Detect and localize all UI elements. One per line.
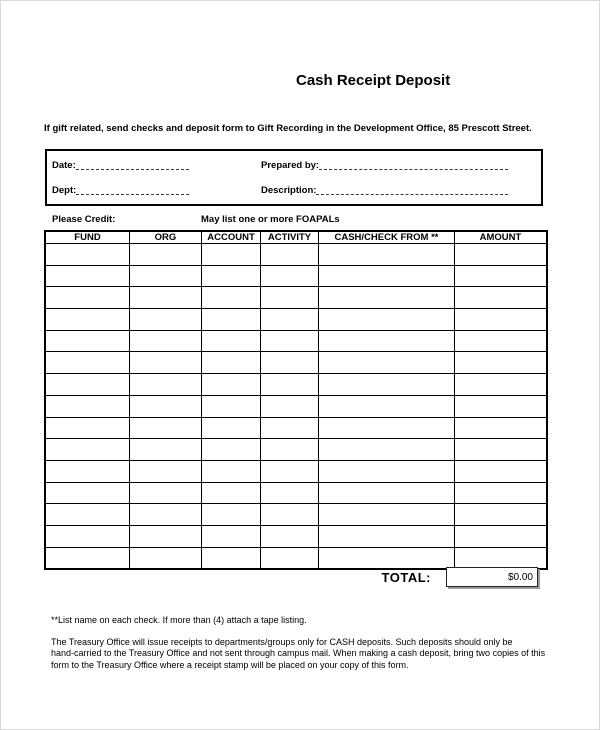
table-row <box>45 395 547 417</box>
table-cell <box>455 504 548 526</box>
prepared-by-blank-line <box>319 169 508 170</box>
table-cell <box>261 439 319 461</box>
column-header: ACCOUNT <box>202 231 261 244</box>
description-label: Description: <box>261 185 317 196</box>
table-cell <box>261 287 319 309</box>
check-listing-footnote: **List name on each check. If more than (4) attach a tape listing. <box>51 615 307 625</box>
table-cell <box>319 504 455 526</box>
table-cell <box>202 374 261 396</box>
paragraph-line: The Treasury Office will issue receipts to departments/groups only for CASH deposits. Such deposits should only be <box>51 637 513 647</box>
prepared-by-field <box>261 160 535 185</box>
paragraph-line: form to the Treasury Office where a receipt stamp will be placed on your copy of this form. <box>51 659 409 670</box>
table-row <box>45 482 547 504</box>
table-cell <box>319 244 455 266</box>
table-cell <box>202 244 261 266</box>
table-cell <box>319 482 455 504</box>
table-cell <box>455 525 548 547</box>
table-cell <box>130 460 202 482</box>
table-cell <box>202 309 261 331</box>
table-cell <box>261 525 319 547</box>
table-cell <box>45 244 130 266</box>
table-cell <box>45 330 130 352</box>
table-row <box>45 330 547 352</box>
table-cell <box>130 374 202 396</box>
total-amount-value: $0.00 <box>507 571 533 583</box>
table-cell <box>455 330 548 352</box>
table-cell <box>130 352 202 374</box>
table-row <box>45 460 547 482</box>
table-caption-row <box>52 214 542 226</box>
dept-field <box>52 185 189 210</box>
column-header: FUND <box>45 231 130 244</box>
table-row <box>45 504 547 526</box>
table-cell <box>45 417 130 439</box>
table-row <box>45 439 547 461</box>
table-cell <box>45 439 130 461</box>
table-cell <box>202 439 261 461</box>
table-cell <box>319 439 455 461</box>
foapal-note: May list one or more FOAPALs <box>201 214 340 225</box>
table-cell <box>455 482 548 504</box>
table-cell <box>261 417 319 439</box>
table-cell <box>261 265 319 287</box>
table-cell <box>319 265 455 287</box>
table-cell <box>202 330 261 352</box>
table-cell <box>202 504 261 526</box>
table-row <box>45 547 547 569</box>
table-cell <box>130 547 202 569</box>
table-cell <box>319 330 455 352</box>
table-cell <box>319 525 455 547</box>
table-cell <box>261 374 319 396</box>
table-cell <box>130 504 202 526</box>
table-cell <box>202 482 261 504</box>
table-cell <box>130 244 202 266</box>
table-row <box>45 417 547 439</box>
column-header: CASH/CHECK FROM ** <box>319 231 455 244</box>
date-blank-line <box>76 169 189 170</box>
table-cell <box>202 547 261 569</box>
table-row <box>45 309 547 331</box>
table-row <box>45 374 547 396</box>
table-cell <box>45 525 130 547</box>
table-cell <box>130 330 202 352</box>
table-cell <box>45 374 130 396</box>
table-cell <box>261 244 319 266</box>
table-cell <box>202 287 261 309</box>
table-cell <box>319 374 455 396</box>
table-cell <box>319 309 455 331</box>
table-row <box>45 244 547 266</box>
table-cell <box>130 482 202 504</box>
table-cell <box>45 309 130 331</box>
table-cell <box>261 482 319 504</box>
table-cell <box>202 395 261 417</box>
info-row-2 <box>52 185 535 210</box>
page-title: Cash Receipt Deposit <box>296 72 451 89</box>
please-credit-label: Please Credit: <box>52 214 116 225</box>
description-field <box>261 185 535 210</box>
foapal-table <box>44 230 548 570</box>
table-cell <box>319 547 455 569</box>
table-cell <box>45 547 130 569</box>
total-amount-box <box>446 567 538 587</box>
column-header: AMOUNT <box>455 231 548 244</box>
table-cell <box>45 504 130 526</box>
table-row <box>45 265 547 287</box>
table-cell <box>130 265 202 287</box>
table-header-row <box>45 231 547 244</box>
table-cell <box>45 482 130 504</box>
table-cell <box>319 395 455 417</box>
table-cell <box>319 352 455 374</box>
table-cell <box>455 309 548 331</box>
table-cell <box>455 417 548 439</box>
table-cell <box>455 547 548 569</box>
table-cell <box>45 265 130 287</box>
table-body <box>45 244 547 570</box>
table-row <box>45 287 547 309</box>
description-blank-line <box>316 194 508 195</box>
dept-blank-line <box>76 194 189 195</box>
table-cell <box>261 547 319 569</box>
treasury-office-paragraph <box>51 637 591 671</box>
table-cell <box>261 352 319 374</box>
table-cell <box>261 395 319 417</box>
table-cell <box>202 460 261 482</box>
table-cell <box>319 417 455 439</box>
table-cell <box>45 395 130 417</box>
table-cell <box>202 417 261 439</box>
table-cell <box>45 352 130 374</box>
column-header: ORG <box>130 231 202 244</box>
table-cell <box>130 395 202 417</box>
table-cell <box>319 287 455 309</box>
date-label: Date: <box>52 160 76 171</box>
table-cell <box>202 525 261 547</box>
gift-instruction-text: If gift related, send checks and deposit form to Gift Recording in the Development Office, 85 Prescott Street. <box>44 123 532 134</box>
table-cell <box>130 417 202 439</box>
table-row <box>45 525 547 547</box>
header-info-box <box>45 149 543 206</box>
dept-label: Dept: <box>52 185 77 196</box>
prepared-by-label: Prepared by: <box>261 160 320 171</box>
paragraph-line: hand-carried to the Treasury Office and not sent through campus mail. When making a cash deposit, bring two copies of this <box>51 648 546 659</box>
table-row <box>45 352 547 374</box>
table-cell <box>319 460 455 482</box>
total-label: TOTAL: <box>381 570 431 585</box>
table-cell <box>261 330 319 352</box>
table-cell <box>455 439 548 461</box>
table-cell <box>455 287 548 309</box>
table-cell <box>455 374 548 396</box>
column-header: ACTIVITY <box>261 231 319 244</box>
info-row-1 <box>52 160 535 185</box>
table-cell <box>455 352 548 374</box>
table-cell <box>455 265 548 287</box>
table-cell <box>202 352 261 374</box>
table-cell <box>45 460 130 482</box>
table-cell <box>455 460 548 482</box>
table-cell <box>130 287 202 309</box>
table-cell <box>455 244 548 266</box>
table-cell <box>130 439 202 461</box>
table-cell <box>261 309 319 331</box>
table-cell <box>130 309 202 331</box>
table-cell <box>130 525 202 547</box>
table-cell <box>261 460 319 482</box>
table-cell <box>45 287 130 309</box>
date-field <box>52 160 189 185</box>
table-cell <box>261 504 319 526</box>
table-cell <box>455 395 548 417</box>
table-cell <box>202 265 261 287</box>
